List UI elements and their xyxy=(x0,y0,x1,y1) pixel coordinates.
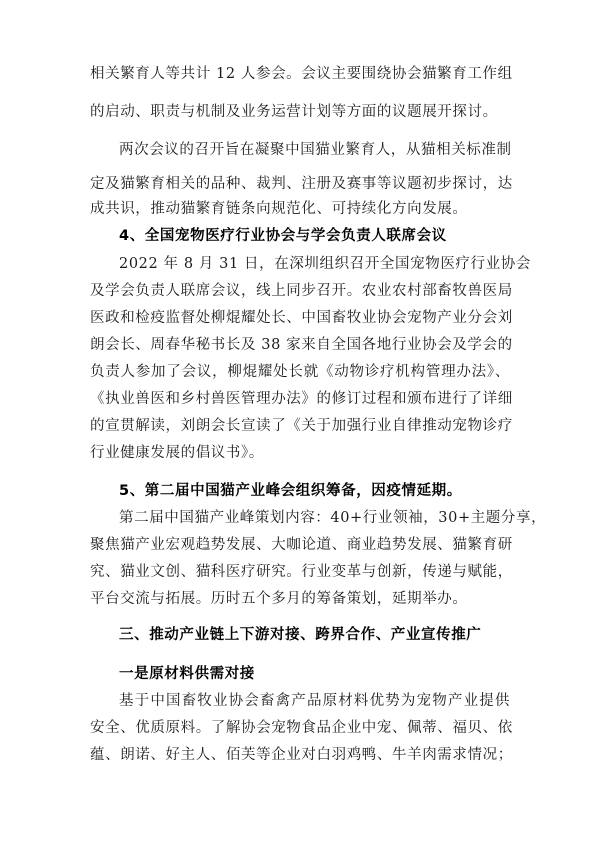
para3-line2: 及学会负责人联席会议，线上同步召开。农业农村部畜牧兽医局 xyxy=(90,283,513,299)
para4-line4: 平台交流与拓展。历时五个多月的筹备策划，延期举办。 xyxy=(90,591,468,607)
subsection-1-heading: 一是原材料供需对接 xyxy=(119,666,255,682)
para2-line3: 成共识，推动猫繁育链条向规范化、可持续化方向发展。 xyxy=(90,201,468,217)
para5-line1: 基于中国畜牧业协会畜禽产品原材料优势为宠物产业提供 xyxy=(119,693,510,709)
heading-4: 4、全国宠物医疗行业协会与学会负责人联席会议 xyxy=(119,228,447,244)
para4-line2: 聚焦猫产业宏观趋势发展、大咖论道、商业趋势发展、猫繁育研 xyxy=(90,537,513,553)
para5-line3: 蕴、朗诺、好主人、佰芙等企业对白羽鸡鸭、牛羊肉需求情况； xyxy=(90,747,513,763)
para4-line3: 究、猫业文创、猫科医疗研究。行业变革与创新，传递与赋能， xyxy=(90,564,513,580)
para2-line1: 两次会议的召开旨在凝聚中国猫业繁育人，从猫相关标准制 xyxy=(119,142,512,158)
heading-5: 5、第二届中国猫产业峰会组织筹备，因疫情延期。 xyxy=(119,483,462,499)
para3-line7: 的宣贯解读，刘朗会长宣读了《关于加强行业自律推动宠物诊疗 xyxy=(90,418,513,434)
para1-line2: 的启动、职责与机制及业务运营计划等方面的议题展开探讨。 xyxy=(90,104,498,120)
para2-line2: 定及猫繁育相关的品种、裁判、注册及赛事等议题初步探讨，达 xyxy=(90,176,513,192)
para3-line6: 《执业兽医和乡村兽医管理办法》的修订过程和颁布进行了详细 xyxy=(90,391,513,407)
para3-line1: 2022 年 8 月 31 日，在深圳组织召开全国宠物医疗行业协会 xyxy=(119,256,531,272)
para3-line8: 行业健康发展的倡议书》。 xyxy=(90,445,264,461)
para4-line1: 第二届中国猫产业峰策划内容：40+行业领袖，30+主题分享， xyxy=(119,510,547,526)
para5-line2: 安全、优质原料。了解协会宠物食品企业中宠、佩蒂、福贝、依 xyxy=(90,720,513,736)
para1-line1: 相关繁育人等共计 12 人参会。会议主要围绕协会猫繁育工作组 xyxy=(90,66,513,82)
para3-line5: 负责人参加了会议，柳焜耀处长就《动物诊疗机构管理办法》、 xyxy=(90,364,510,380)
section-3-heading: 三、推动产业链上下游对接、跨界合作、产业宣传推广 xyxy=(119,627,482,643)
para3-line4: 朗会长、周春华秘书长及 38 家来自全国各地行业协会及学会的 xyxy=(90,337,513,353)
para3-line3: 医政和检疫监督处柳焜耀处长、中国畜牧业协会宠物产业分会刘 xyxy=(90,310,513,326)
